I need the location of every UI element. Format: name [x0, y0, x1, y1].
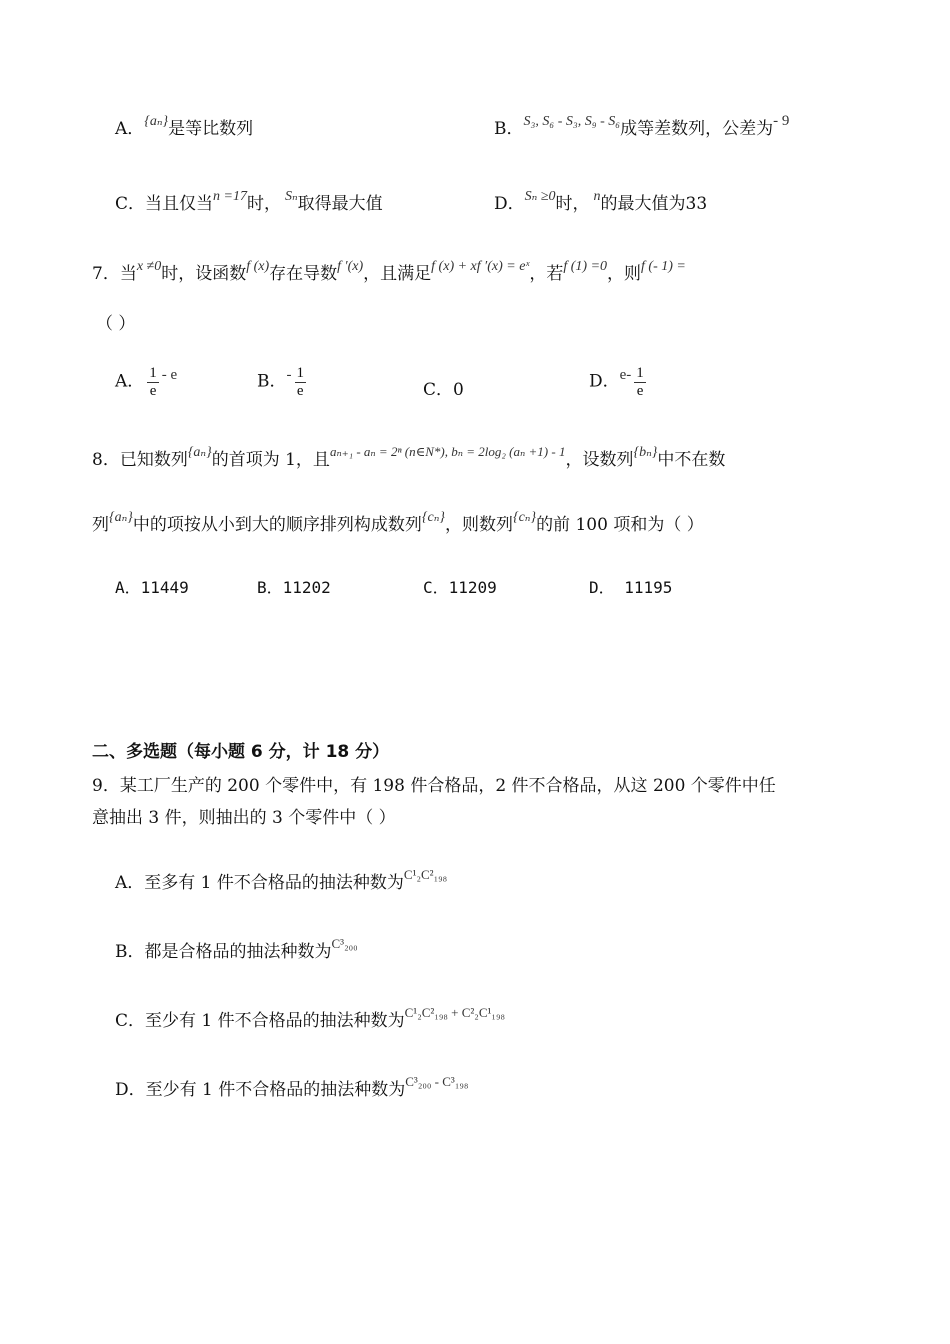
q6-option-c: C．当且仅当$^{n =17}$时， $^{S_n}$取得最大值	[115, 189, 383, 214]
q9-option-a: A．至多有 1 件不合格品的抽法种数为$^{C^1_2C^2_{198}}$	[115, 867, 448, 893]
math-formula: f (x) + xf ′(x) = eˣ	[431, 259, 530, 274]
math-formula: C¹₂C²₁₉₈	[403, 867, 448, 882]
math-formula: {cₙ}	[512, 510, 537, 525]
q8-stem-line1: 8．已知数列$^{\{a_n\}}$的首项为 1，且$^{a_{n+1} - a_n = 2^n (n\in N*), b_n = 2log_2 (a_n +1) - 1}$，设数列$^{\{b_n\}}$中不在数	[92, 444, 726, 470]
q9-option-b: B．都是合格品的抽法种数为$^{C^3_{200}}$	[115, 936, 358, 962]
fraction: $\frac{1}{e}$	[636, 365, 644, 399]
math-formula: x ≠0	[136, 259, 162, 274]
math-formula: aₙ₊₁ - aₙ = 2ⁿ (n∈N*), bₙ = 2log₂ (aₙ +1) - 1	[329, 444, 566, 459]
q9-stem-line1: 9．某工厂生产的 200 个零件中，有 198 件合格品，2 件不合格品，从这 200 个零件中任	[92, 776, 776, 796]
math-formula: {aₙ}	[109, 510, 133, 525]
q7-option-c: C．0	[423, 380, 464, 400]
q8-option-c: C．11209	[423, 578, 497, 597]
q6-option-b: B．$^{S_3, S_6 - S_3, S_9 - S_6}$成等差数列，公差为- 9	[494, 113, 790, 139]
q8-stem-line2: 列$^{\{a_n\}}$中的项按从小到大的顺序排列构成数列$^{\{c_n\}}$，则数列$^{\{c_n\}}$的前 100 项和为（ ）	[92, 510, 704, 535]
q8-option-d: D． 11195	[589, 578, 673, 597]
math-formula: C³₂₀₀ - C³₁₉₈	[405, 1074, 469, 1089]
math-formula: f (x)	[246, 259, 270, 274]
q7-stem: 7．当$^{x \ne 0}$时，设函数$^{f (x)}$存在导数$^{f '(x)}$，且满足$^{f (x) + xf '(x) = eˣ}$，若$^{f (1) =0}$，则$^{f (- 1) =}$	[92, 259, 686, 284]
q8-option-b: B．11202	[257, 578, 331, 597]
math-formula: C³₂₀₀	[331, 936, 358, 951]
q7-option-d: D．e- $\frac{1}{e}$	[589, 365, 644, 399]
math-formula: {cₙ}	[421, 510, 445, 525]
math-formula: n =17	[213, 189, 247, 204]
q7-option-a: A． $\frac{1}{e}$ - e	[115, 365, 178, 399]
math-formula: Sₙ ≥0	[524, 189, 556, 204]
q8-option-a: A．11449	[115, 578, 189, 597]
math-formula: {aₙ}	[187, 445, 212, 460]
math-formula: {aₙ}	[144, 114, 169, 129]
math-formula: C¹₂C²₁₉₈ + C²₂C¹₁₉₈	[404, 1005, 506, 1020]
q9-option-d: D．至少有 1 件不合格品的抽法种数为$^{C^3_{200} - C^3_{198}}$	[115, 1074, 469, 1100]
math-formula: S₃, S₆ - S₃, S₉ - S₆	[523, 114, 621, 129]
fraction: $\frac{1}{e}$	[296, 365, 304, 399]
q6-option-a: A．$^{\{a_n\}}$是等比数列	[115, 114, 254, 139]
q7-option-b: B．- $\frac{1}{e}$	[257, 365, 304, 399]
math-formula: f ′(x)	[337, 259, 364, 274]
q6-option-d: D．$^{S_n \ge 0}$时， $^n$的最大值为33	[494, 189, 708, 214]
math-formula: f (- 1) =	[641, 259, 686, 274]
q9-option-c: C．至少有 1 件不合格品的抽法种数为$^{C^1_2C^2_{198} + C^2_2C^1_{198}}$	[115, 1005, 506, 1031]
math-formula: - 9	[773, 113, 790, 129]
section-heading: 二、多选题（每小题 6 分，计 18 分）	[92, 742, 390, 762]
math-formula: n	[593, 189, 601, 204]
fraction: $\frac{1}{e}$	[149, 365, 157, 399]
q9-stem-line2: 意抽出 3 件，则抽出的 3 个零件中（ ）	[92, 808, 396, 828]
math-formula: Sₙ	[284, 189, 298, 204]
math-formula: {bₙ}	[633, 445, 658, 460]
math-formula: f (1) =0	[563, 259, 608, 274]
q7-answer-paren: （ ）	[96, 314, 136, 334]
